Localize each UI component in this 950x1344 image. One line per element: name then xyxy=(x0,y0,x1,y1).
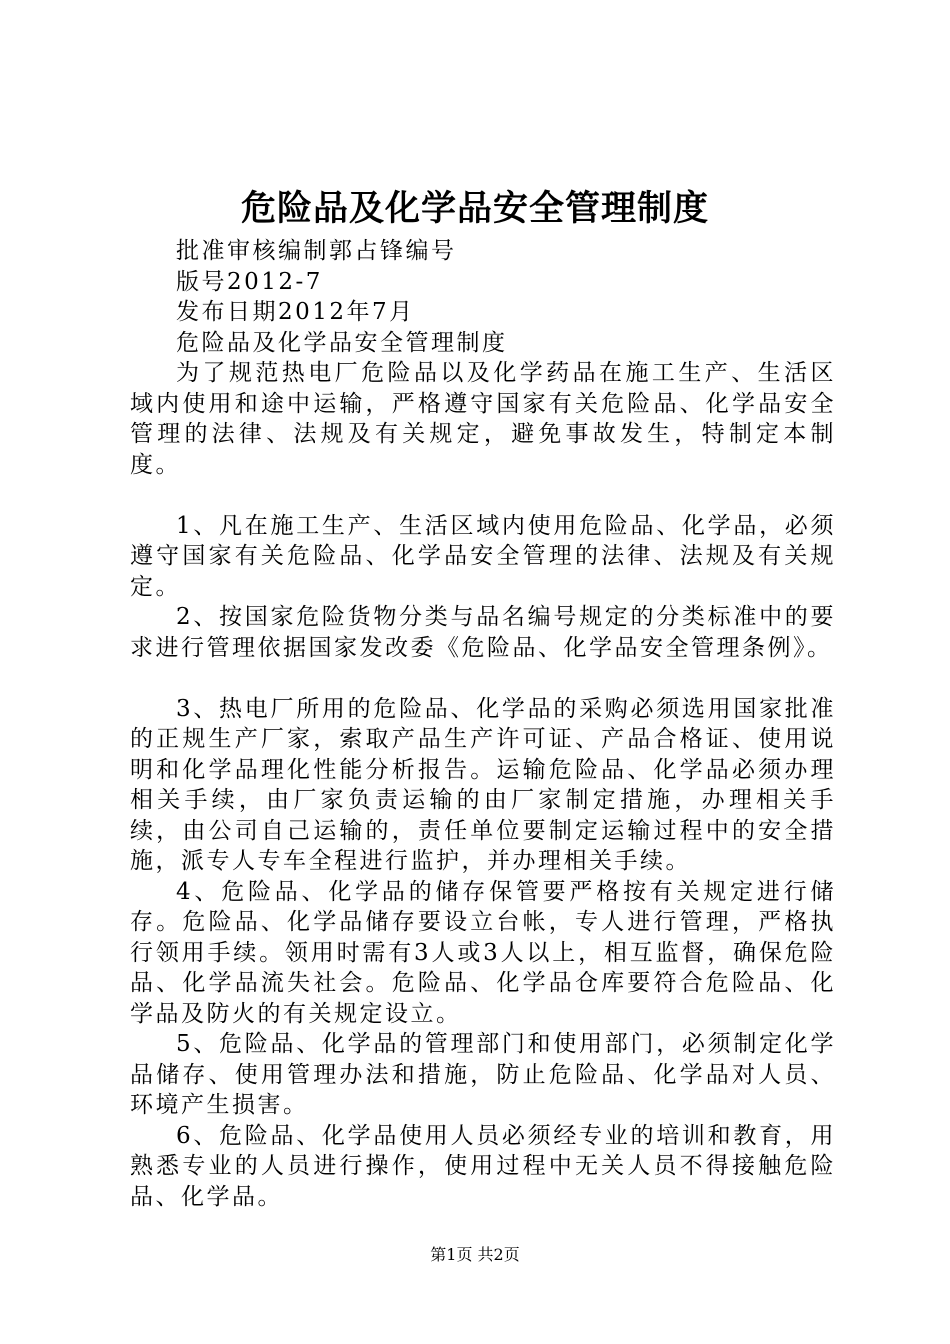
document-body xyxy=(130,236,836,1212)
paragraph-intro: 为了规范热电厂危险品以及化学药品在施工生产、生活区域内使用和途中运输，严格遵守国家有关危险品、化学品安全管理的法律、法规及有关规定，避免事故发生，特制定本制度。 xyxy=(130,360,836,478)
document-title: 危险品及化学品安全管理制度 xyxy=(240,188,709,229)
paragraph-item-4: 4、危险品、化学品的储存保管要严格按有关规定进行储存。危险品、化学品储存要设立台帐，专人进行管理，严格执行领用手续。领用时需有3人或3人以上，相互监督，确保危险品、化学品流失社会。危险品、化学品仓库要符合危险品、化学品及防火的有关规定设立。 xyxy=(130,878,836,1027)
meta-release-date: 发布日期2012年7月 xyxy=(176,299,415,325)
paragraph-item-5: 5、危险品、化学品的管理部门和使用部门，必须制定化学品储存、使用管理办法和措施，防止危险品、化学品对人员、环境产生损害。 xyxy=(130,1031,836,1118)
meta-version: 版号2012-7 xyxy=(176,268,323,295)
meta-subtitle: 危险品及化学品安全管理制度 xyxy=(176,329,508,356)
page-number-footer: 第1页 共2页 xyxy=(430,1245,520,1264)
paragraph-item-1: 1、凡在施工生产、生活区域内使用危险品、化学品，必须遵守国家有关危险品、化学品安全管理的法律、法规及有关规定。 xyxy=(130,512,836,600)
paragraph-item-3: 3、热电厂所用的危险品、化学品的采购必须选用国家批准的正规生产厂家，索取产品生产许可证、产品合格证、使用说明和化学品理化性能分析报告。运输危险品、化学品必须办理相关手续，由厂家负责运输的由厂家制定措施，办理相关手续，由公司自己运输的，责任单位要制定运输过程中的安全措施，派专人专车全程进行监护，并办理相关手续。 xyxy=(130,695,836,874)
meta-approval: 批准审核编制郭占锋编号 xyxy=(176,238,457,264)
paragraph-item-2: 2、按国家危险货物分类与品名编号规定的分类标准中的要求进行管理依据国家发改委《危险品、化学品安全管理条例》。 xyxy=(130,604,836,661)
paragraph-item-6: 6、危险品、化学品使用人员必须经专业的培训和教育，用熟悉专业的人员进行操作，使用过程中无关人员不得接触危险品、化学品。 xyxy=(130,1122,836,1210)
